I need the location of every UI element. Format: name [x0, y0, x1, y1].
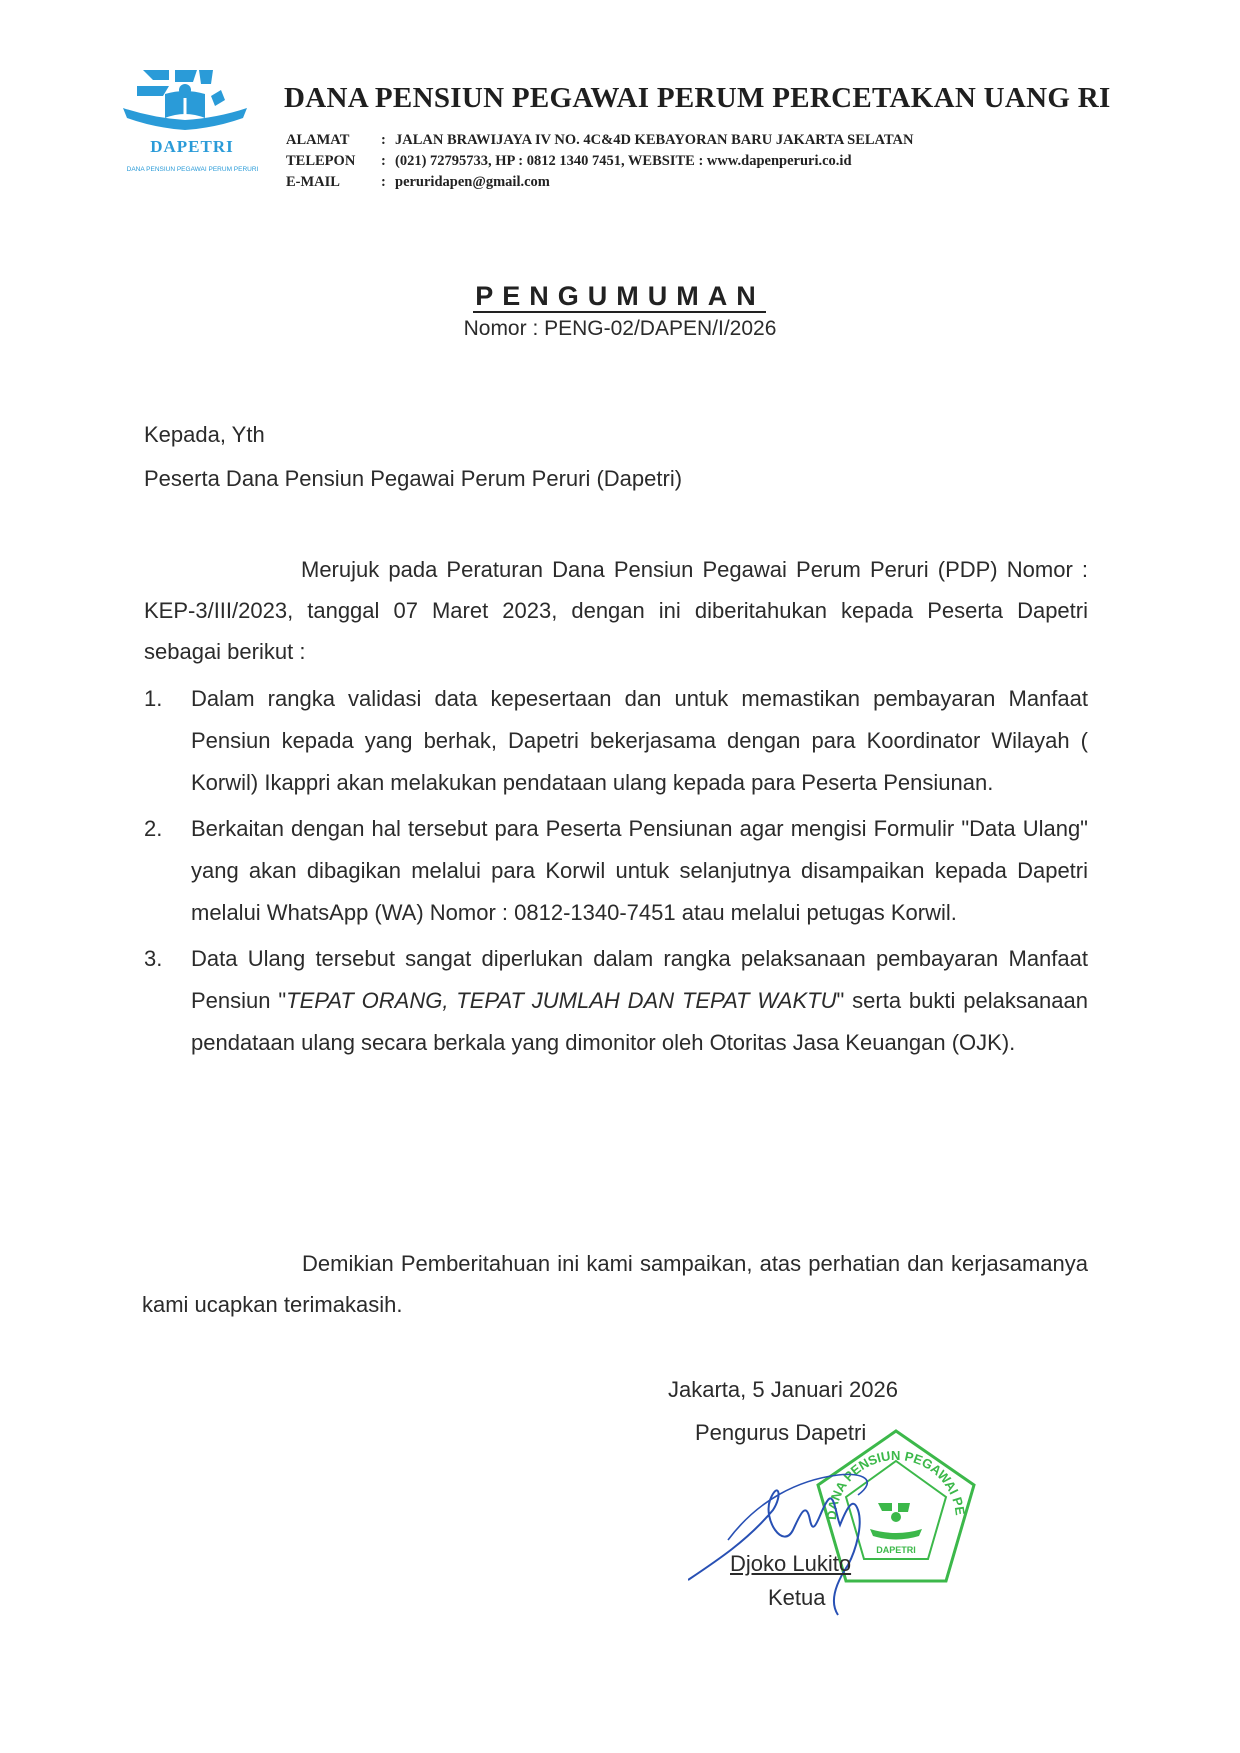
- contact-address: [286, 132, 914, 153]
- list-item-emphasis: TEPAT ORANG, TEPAT JUMLAH DAN TEPAT WAKTU: [286, 988, 837, 1013]
- list-item-text-before: Data Ulang tersebut sangat diperlukan dalam rangka pelaksanaan pembayaran Manfaat Pensiun ": [191, 946, 1088, 1013]
- letterhead: [0, 0, 1240, 200]
- contact-label: TELEPON: [286, 153, 356, 169]
- closing-paragraph: Demikian Pemberitahuan ini kami sampaikan, atas perhatian dan kerjasamanya kami ucapkan terimakasih.: [142, 1251, 1088, 1317]
- logo-caption: DANA PENSIUN PEGAWAI PERUM PERURI: [126, 166, 259, 173]
- signature-place-date: Jakarta, 5 Januari 2026: [668, 1377, 898, 1402]
- contact-phone: [286, 153, 914, 174]
- logo-name: DAPETRI: [150, 137, 234, 156]
- list-item: [144, 808, 1088, 934]
- intro-paragraph: Merujuk pada Peraturan Dana Pensiun Pegawai Perum Peruri (PDP) Nomor : KEP-3/III/2023, tanggal 07 Maret 2023, dengan ini diberitahukan kepada Peserta Dapetri sebagai berikut :: [144, 557, 1088, 664]
- contact-label: ALAMAT: [286, 132, 350, 148]
- stamp-ring-text: DANA PENSIUN PEGAWAI PE: [823, 1447, 968, 1521]
- contact-block: [286, 132, 914, 195]
- list-item-number: 2.: [144, 816, 163, 841]
- recipient-greeting: Kepada, Yth: [144, 422, 265, 447]
- signature-organization: Pengurus Dapetri: [695, 1420, 867, 1445]
- list-item: [144, 938, 1088, 1064]
- list-item-text-after: " serta bukti pelaksanaan pendataan ulang secara berkala yang dimonitor oleh Otoritas Jasa Keuangan (OJK).: [191, 988, 1089, 1055]
- list-item-number: 3.: [144, 946, 163, 971]
- list-item-text: Dalam rangka validasi data kepesertaan dan untuk memastikan pembayaran Manfaat Pensiun kepada yang berhak, Dapetri bekerjasama dengan para Koordinator Wilayah ( Korwil) Ikappri akan melakukan pendataan ulang kepada para Peserta Pensiunan.: [191, 686, 1088, 795]
- contact-value: JALAN BRAWIJAYA IV NO. 4C&4D KEBAYORAN BARU JAKARTA SELATAN: [395, 132, 914, 148]
- announcement-list: [144, 678, 1088, 1068]
- signatory-position: Ketua: [768, 1585, 826, 1610]
- logo-emblem-icon: [115, 68, 270, 143]
- contact-email: [286, 174, 914, 195]
- list-item: [144, 678, 1088, 804]
- recipient-addressee: Peserta Dana Pensiun Pegawai Perum Peruri (Dapetri): [144, 466, 683, 491]
- contact-separator: :: [381, 153, 386, 169]
- list-item-text: Berkaitan dengan hal tersebut para Peserta Pensiunan agar mengisi Formulir "Data Ulang" yang akan dibagikan melalui para Korwil untuk selanjutnya disampaikan kepada Dapetri melalui WhatsApp (WA) Nomor : 0812-1340-7451 atau melalui petugas Korwil.: [191, 816, 1088, 925]
- dapetri-logo: [115, 68, 270, 178]
- list-item-number: 1.: [144, 686, 163, 711]
- contact-separator: :: [381, 132, 386, 148]
- contact-separator: :: [381, 174, 386, 190]
- signatory-name: Djoko Lukito: [730, 1551, 852, 1576]
- title-underline: [473, 311, 766, 313]
- document-title: PENGUMUMAN: [475, 281, 765, 311]
- document-number: Nomor : PENG-02/DAPEN/I/2026: [463, 317, 777, 340]
- contact-value: peruridapen@gmail.com: [395, 174, 550, 190]
- organization-name: DANA PENSIUN PEGAWAI PERUM PERCETAKAN UANG RI: [284, 82, 1111, 114]
- stamp-center-text: DAPETRI: [876, 1545, 916, 1555]
- contact-value: (021) 72795733, HP : 0812 1340 7451, WEBSITE : www.dapenperuri.co.id: [395, 153, 852, 169]
- contact-label: E-MAIL: [286, 174, 340, 190]
